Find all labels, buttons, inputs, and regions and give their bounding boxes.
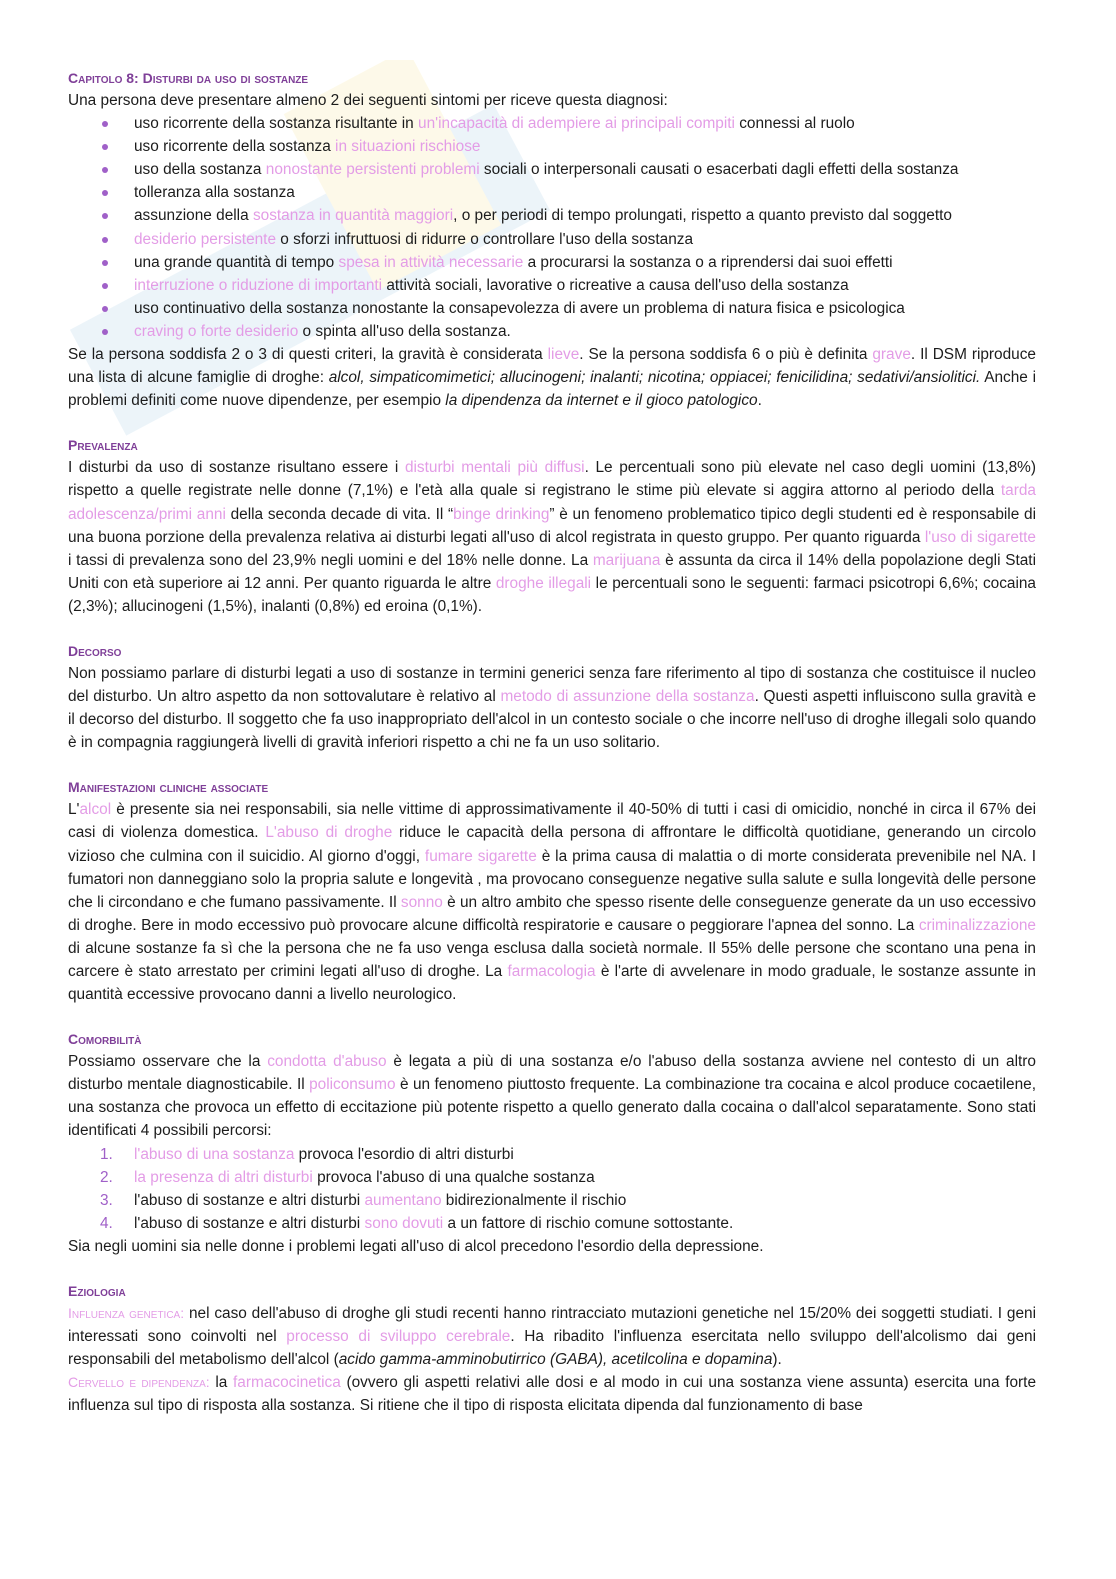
section-heading-prevalenza: Prevalenza	[68, 437, 138, 454]
criteria-item: tolleranza alla sostanza	[134, 181, 1036, 204]
chapter-intro: Una persona deve presentare almeno 2 dei seguenti sintomi per riceve questa diagnosi:	[68, 92, 668, 109]
paths-list	[68, 1143, 1036, 1235]
prevalenza-paragraph: I disturbi da uso di sostanze risultano essere i disturbi mentali più diffusi. Le percentuali sono più elevate nel caso degli uomini (13,8%) rispetto a quelle registrate nelle donne (7,1%) e l'età alla quale si registrano le stime più elevate si aggira attorno al periodo della tarda adolescenza/primi anni della seconda decade di vita. Il “binge drinking” è un fenomeno problematico tipico degli studenti ed è responsabile di una buona porzione della prevalenza relativa ai disturbi legati all'uso di alcol registrata in questo gruppo. Per quanto riguarda l'uso di sigarette i tassi di prevalenza sono del 23,9% negli uomini e del 18% nelle donne. La marijuana è assunta da circa il 14% della popolazione degli Stati Uniti con età superiore ai 12 anni. Per quanto riguarda le altre droghe illegali le percentuali sono le seguenti: farmaci psicotropi 6,6%; cocaina (2,3%); allucinogeni (1,5%), inalanti (0,8%) ed eroina (0,1%).	[68, 459, 1036, 615]
comorbilita-closing: Sia negli uomini sia nelle donne i problemi legati all'uso di alcol precedono l'esordio della depressione.	[68, 1237, 764, 1255]
criteria-item: una grande quantità di tempo spesa in attività necessarie a procurarsi la sostanza o a riprendersi dai suoi effetti	[134, 251, 1036, 274]
criteria-item: craving o forte desiderio o spinta all'uso della sostanza.	[134, 320, 1036, 343]
criteria-item: interruzione o riduzione di importanti attività sociali, lavorative o ricreative a causa dell'uso della sostanza	[134, 274, 1036, 297]
criteria-item: uso ricorrente della sostanza in situazioni rischiose	[134, 135, 1036, 158]
section-heading-manifestazioni: Manifestazioni cliniche associate	[68, 779, 269, 796]
criteria-list	[68, 112, 1036, 343]
eziologia-cervello-paragraph: Cervello e dipendenza: la farmacocinetica (ovvero gli aspetti relativi alle dosi e al modo in cui una sostanza viene assunta) esercita una forte influenza sul tipo di risposta alla sostanza. Si ritiene che il tipo di risposta elicitata dipenda dal funzionamento di base	[68, 1374, 1037, 1415]
path-item: 1. l'abuso di una sostanza provoca l'esordio di altri disturbi	[100, 1145, 514, 1163]
genetica-label: Influenza genetica:	[68, 1305, 185, 1322]
criteria-item: uso continuativo della sostanza nonostante la consapevolezza di avere un problema di natura fisica e psicologica	[134, 297, 1036, 320]
path-item: 4. l'abuso di sostanze e altri disturbi sono dovuti a un fattore di rischio comune sottostante.	[100, 1214, 734, 1232]
manifestazioni-paragraph: L'alcol è presente sia nei responsabili, sia nelle vittime di approssimativamente il 40-50% di tutti i casi di omicidio, nonché in circa il 67% dei casi di violenza domestica. L'abuso di droghe riduce le capacità della persona di affrontare le difficoltà quotidiane, generando un circolo vizioso che culmina con il suicidio. Al giorno d'oggi, fumare sigarette è la prima causa di malattia o di morte considerata prevenibile nel NA. I fumatori non danneggiano solo la propria salute e longevità , ma provocano conseguenze negative sulla salute e sulla longevità delle persone che li circondano e che fumano passivamente. Il sonno è un altro ambito che spesso risente delle conseguenze generate da un uso eccessivo di droghe. Bere in modo eccessivo può provocare alcune difficoltà respiratorie e causare o peggiorare l'apnea del sonno. La criminalizzazione di alcune sostanze fa sì che la persona che ne fa uso venga esclusa dalla società normale. Il 55% delle persone che scontano una pena in carcere è stato arrestato per crimini legati all'uso di droghe. La farmacologia è l'arte di avvelenare in modo graduale, le sostanze assunte in quantità eccessive provocano danni a livello neurologico.	[68, 801, 1037, 1004]
cervello-label: Cervello e dipendenza:	[68, 1374, 210, 1391]
decorso-paragraph: Non possiamo parlare di disturbi legati a uso di sostanze in termini generici senza fare riferimento al tipo di sostanza che costituisce il nucleo del disturbo. Un altro aspetto da non sottovalutare è relativo al metodo di assunzione della sostanza. Questi aspetti influiscono sulla gravità e il decorso del disturbo. Il soggetto che fa uso inappropriato dell'alcol in un contesto sociale o che incorre nell'uso di droghe illegali solo quando è in compagnia raggiungerà livelli di gravità inferiori rispetto a chi ne fa un uso solitario.	[68, 664, 1036, 752]
chapter-title: Capitolo 8: Disturbi da uso di sostanze	[68, 70, 309, 86]
section-heading-comorbilita: Comorbilità	[68, 1031, 142, 1048]
path-item: 2. la presenza di altri disturbi provoca l'abuso di una qualche sostanza	[100, 1168, 595, 1186]
criteria-item: uso della sostanza nonostante persistenti problemi sociali o interpersonali causati o esacerbati dagli effetti della sostanza	[134, 158, 1036, 181]
path-item: 3. l'abuso di sostanze e altri disturbi aumentano bidirezionalmente il rischio	[100, 1191, 627, 1209]
section-heading-eziologia: Eziologia	[68, 1283, 126, 1300]
criteria-item: uso ricorrente della sostanza risultante in un'incapacità di adempiere ai principali compiti connessi al ruolo	[134, 112, 1036, 135]
comorbilita-paragraph: Possiamo osservare che la condotta d'abuso è legata a più di una sostanza e/o l'abuso della sostanza avviene nel contesto di un altro disturbo mentale diagnosticabile. Il policonsumo è un fenomeno piuttosto frequente. La combinazione tra cocaina e alcol produce cocaetilene, una sostanza che provoca un effetto di eccitazione più potente rispetto a quello generato dalla cocaina o dall'alcol separatamente. Sono stati identificati 4 possibili percorsi:	[68, 1053, 1037, 1140]
document-page	[68, 68, 1036, 1418]
eziologia-genetica-paragraph: Influenza genetica: nel caso dell'abuso di droghe gli studi recenti hanno rintracciato mutazioni genetiche nel 15/20% dei soggetti studiati. I geni interessati sono coinvolti nel processo di sviluppo cerebrale. Ha ribadito l'influenza esercitata nello sviluppo dell'alcolismo dai geni responsabili del metabolismo dell'alcol (acido gamma-amminobutirrico (GABA), acetilcolina e dopamina).	[68, 1305, 1036, 1369]
severity-paragraph: Se la persona soddisfa 2 o 3 di questi criteri, la gravità è considerata lieve. Se la persona soddisfa 6 o più è definita grave. Il DSM riproduce una lista di alcune famiglie di droghe: alcol, simpaticomimetici; allucinogeni; inalanti; nicotina; oppiacei; fenicilidina; sedativi/ansiolitici. Anche i problemi definiti come nuove dipendenze, per esempio la dipendenza da internet e il gioco patologico.	[68, 346, 1036, 410]
criteria-item: assunzione della sostanza in quantità maggiori, o per periodi di tempo prolungati, rispetto a quanto previsto dal soggetto	[134, 204, 1036, 227]
section-heading-decorso: Decorso	[68, 642, 122, 659]
criteria-item: desiderio persistente o sforzi infruttuosi di ridurre o controllare l'uso della sostanza	[134, 228, 1036, 251]
